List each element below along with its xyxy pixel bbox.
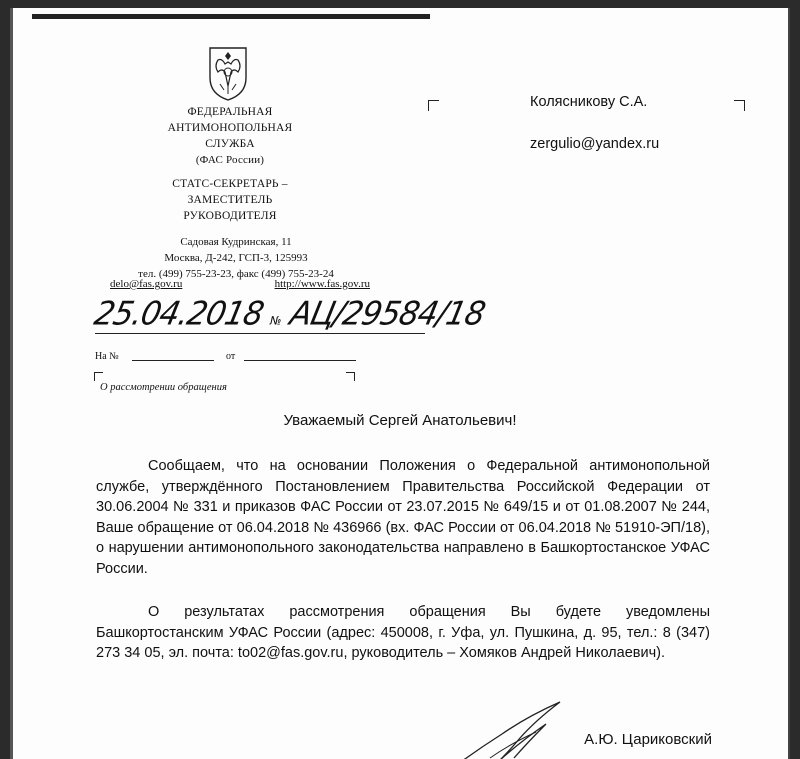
org-abbr: (ФАС России)	[195, 154, 265, 166]
scan-top-border	[32, 14, 430, 19]
position-line: СТАТС-СЕКРЕТАРЬ –	[172, 178, 288, 190]
body-paragraph-1: Сообщаем, что на основании Положения о Федеральной антимонопольной службе, утверждённого Постановлением Правительства Российской Федерации от 30.06.2004 № 331 и приказов ФАС России от 23.07.2015 № 649/15 и от 01.08.2007 № 244, Ваше обращение от 06.04.2018 № 436966 (вх. ФАС России от 06.04.2018 № 51910-ЭП/18), о нарушении антимонопольного законодательства направлено в Башкортостанское УФАС России.	[96, 458, 710, 577]
signer-position	[130, 176, 330, 224]
signer-name: А.Ю. Цариковский	[584, 731, 712, 748]
org-name-line: СЛУЖБА	[205, 138, 255, 150]
org-website-link[interactable]: http://www.fas.gov.ru	[274, 278, 370, 290]
org-name	[130, 104, 330, 152]
org-contacts	[110, 278, 370, 290]
address-line: Москва, Д-242, ГСП-3, 125993	[164, 252, 308, 264]
page-left-edge	[10, 8, 13, 759]
address-line: тел. (499) 755-23-23, факс (499) 755-23-24	[138, 268, 334, 280]
letter-subject: О рассмотрении обращения	[100, 382, 227, 393]
org-name-line: ФЕДЕРАЛЬНАЯ	[187, 106, 273, 118]
recipient-bracket-left	[428, 100, 439, 111]
registration-number: АЦ/29584/18	[286, 295, 488, 333]
letter-page	[10, 8, 790, 759]
recipient-email: zergulio@yandex.ru	[530, 136, 660, 152]
reference-number-blank	[132, 360, 214, 361]
org-name-line: АНТИМОНОПОЛЬНАЯ	[167, 122, 293, 134]
subject-bracket-right	[346, 372, 355, 381]
position-line: РУКОВОДИТЕЛЯ	[183, 210, 277, 222]
reference-date-blank	[244, 360, 356, 361]
org-address	[106, 234, 366, 282]
body-paragraph-2: О результатах рассмотрения обращения Вы будете уведомлены Башкортостанским УФАС России (адрес: 450008, г. Уфа, ул. Пушкина, д. 95, тел.: 8 (347) 273 34 05, эл. почта: to02@fas.gov.ru, руководитель – Хомяков Андрей Николаевич).	[96, 604, 710, 661]
registration-underline	[95, 333, 425, 334]
coat-of-arms-icon	[198, 38, 258, 104]
org-email-link[interactable]: delo@fas.gov.ru	[110, 278, 183, 290]
page-right-edge	[788, 8, 790, 759]
handwritten-signature-icon	[450, 698, 580, 759]
salutation: Уважаемый Сергей Анатольевич!	[283, 412, 517, 429]
recipient-name: Колясникову С.А.	[530, 94, 648, 110]
address-line: Садовая Кудринская, 11	[180, 236, 292, 248]
position-line: ЗАМЕСТИТЕЛЬ	[187, 194, 273, 206]
reference-from-label: от	[226, 351, 236, 362]
reference-label: На №	[95, 351, 119, 362]
subject-bracket-left	[94, 372, 103, 381]
registration-handwritten	[91, 295, 488, 333]
registration-number-sign: №	[268, 314, 282, 328]
registration-date: 25.04.2018	[90, 295, 267, 333]
recipient-bracket-right	[734, 100, 745, 111]
